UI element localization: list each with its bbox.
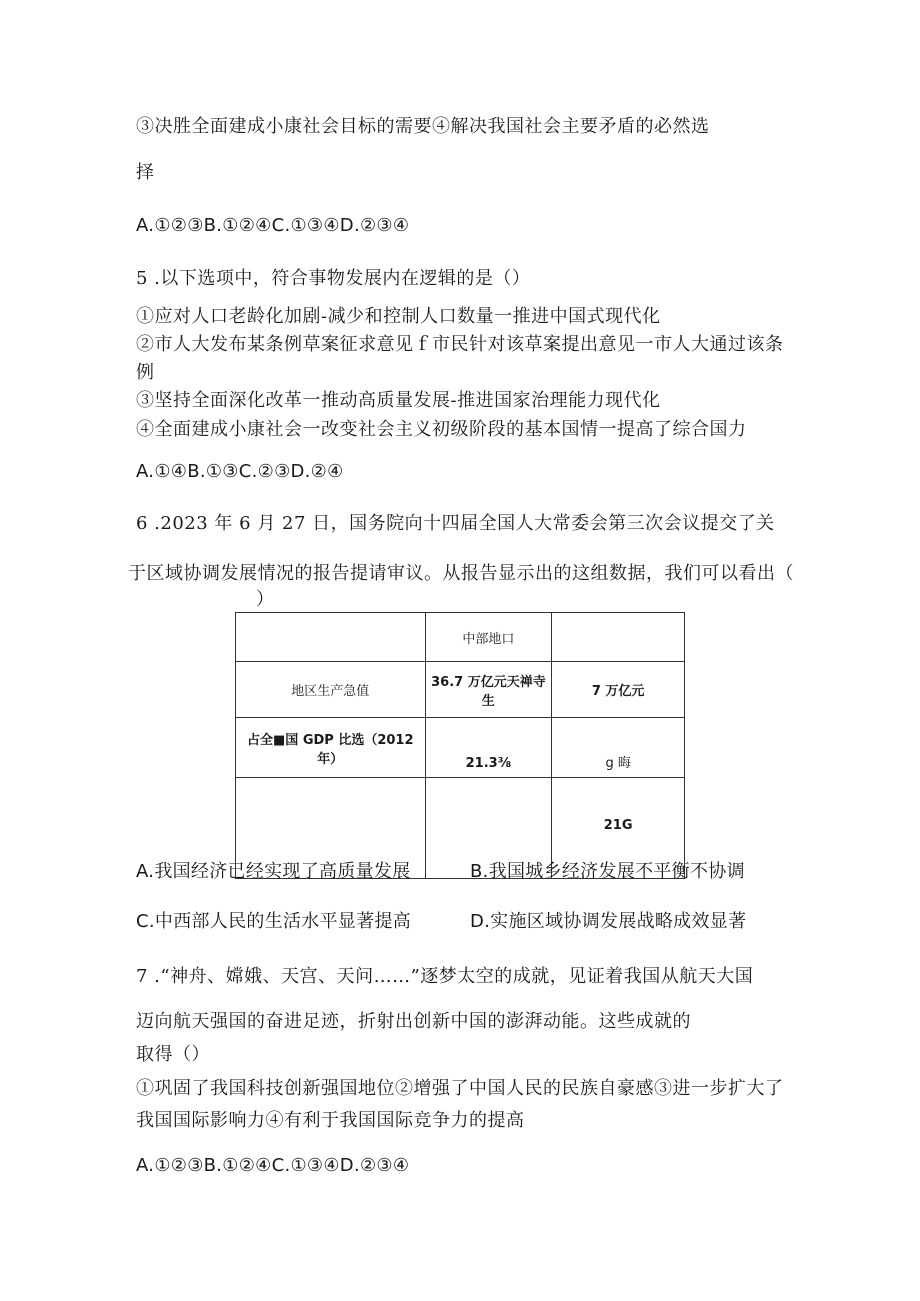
table-cell: 7 万亿元 [552, 662, 685, 718]
q6-option-c: C.中西部人民的生活水平显著提高 [136, 911, 412, 932]
table-cell: 中部地口 [425, 613, 552, 662]
table-cell: g 晦 [552, 718, 685, 778]
q5-item-2: ②市人大发布某条例草案征求意见ｆ市民针对该草案提出意见一市人大通过该条 [136, 334, 784, 355]
q5-answers: A.①④B.①③C.②③D.②④ [136, 461, 344, 482]
table-cell: 地区生产急值 [236, 662, 426, 718]
q7-item-2: 我国国际影响力④有利于我国国际竞争力的提高 [136, 1110, 525, 1131]
q6-stem-2: 于区域协调发展情况的报告提请审议。从报告显示出的这组数据，我们可以看出（ [128, 563, 794, 584]
q6-stem-3: ） [256, 589, 275, 610]
q6-option-b: B.我国城乡经济发展不平衡不协调 [470, 861, 745, 882]
table-row [236, 718, 685, 778]
q5-item-4: ④全面建成小康社会一改变社会主义初级阶段的基本国情一提高了综合国力 [136, 419, 747, 440]
q7-stem-2: 迈向航天强国的奋进足迹，折射出创新中国的澎湃动能。这些成就的 [136, 1011, 691, 1032]
q6-option-a: A.我国经济已经实现了高质量发展 [136, 861, 411, 882]
q7-stem-1: 7 .“神舟、嫦娥、天宫、天问……”逐梦太空的成就，见证着我国从航天大国 [136, 966, 754, 987]
q4-line-2: 择 [136, 162, 155, 183]
table-row [236, 662, 685, 718]
region-data-table [235, 612, 685, 879]
q5-item-3: ③坚持全面深化改革一推动高质量发展-推进国家治理能力现代化 [136, 390, 661, 411]
table-cell: 21.3⅜ [425, 718, 552, 778]
table-cell: 36.7 万亿元天禅寺生 [425, 662, 552, 718]
q5-stem: 5 .以下选项中，符合事物发展内在逻辑的是（） [136, 268, 531, 289]
table-cell: 占全■国 GDP 比选（2012 年） [236, 718, 426, 778]
q5-item-2-wrap: 例 [136, 362, 155, 383]
table-row [236, 613, 685, 662]
q5-item-1: ①应对人口老龄化加剧-减少和控制人口数量一推进中国式现代化 [136, 306, 661, 327]
q7-stem-3: 取得（） [136, 1044, 210, 1065]
q6-option-d: D.实施区域协调发展战略成效显著 [470, 911, 747, 932]
q7-answers: A.①②③B.①②④C.①③④D.②③④ [136, 1155, 410, 1176]
q4-line-1: ③决胜全面建成小康社会目标的需要④解决我国社会主要矛盾的必然选 [136, 116, 710, 137]
q6-stem-1: 6 .2023 年 6 月 27 日，国务院向十四届全国人大常委会第三次会议提交了关 [136, 513, 775, 534]
q7-item-1: ①巩固了我国科技创新强国地位②增强了中国人民的民族自豪感③进一步扩大了 [136, 1078, 784, 1099]
table-cell [236, 613, 426, 662]
table-cell: 21G [552, 778, 685, 879]
table-cell [552, 613, 685, 662]
q4-answers: A.①②③B.①②④C.①③④D.②③④ [136, 215, 410, 236]
